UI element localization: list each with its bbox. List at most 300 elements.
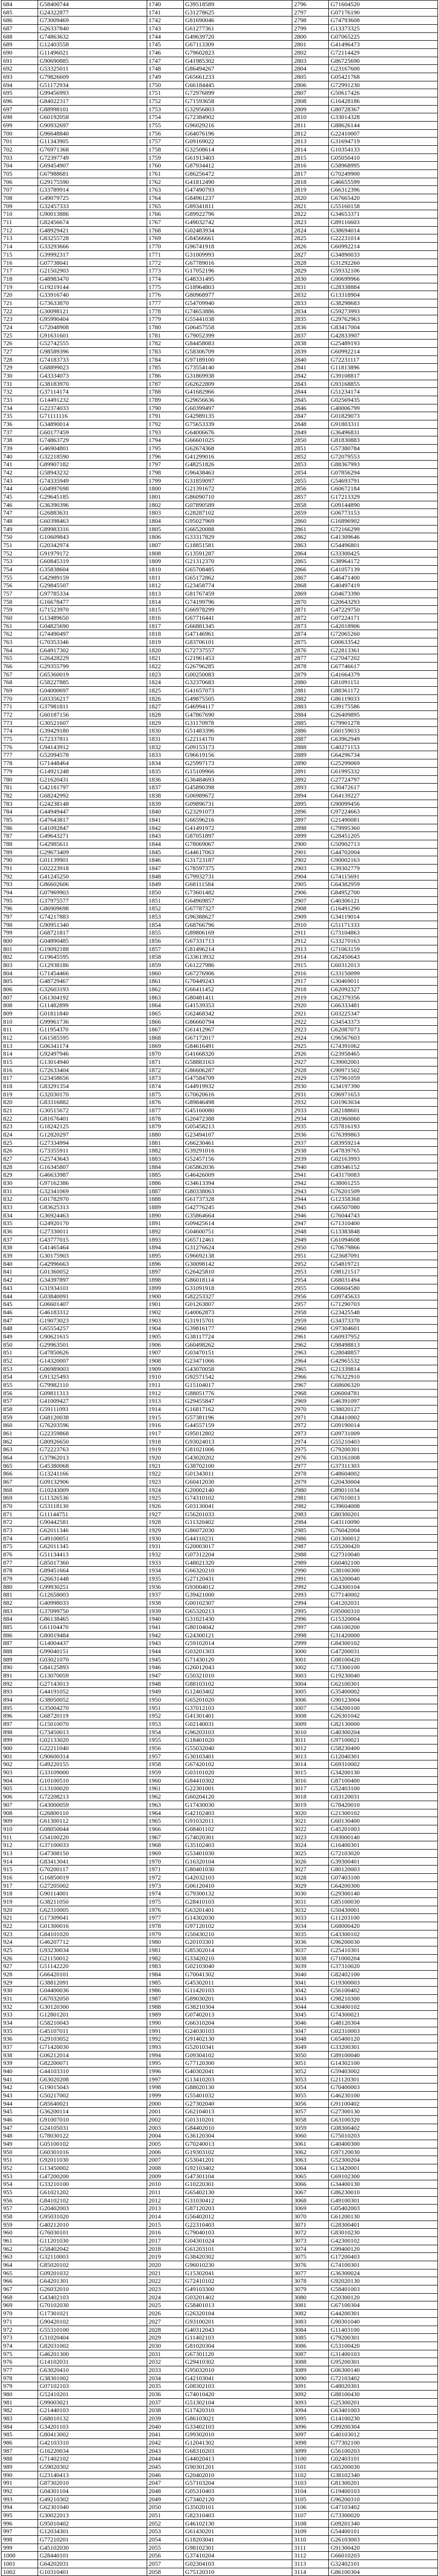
code-cell: G97785334 — [38, 590, 147, 598]
index-cell: 2923 — [292, 1026, 328, 1034]
code-cell: G80968977 — [184, 291, 292, 299]
index-cell: 3058 — [292, 2116, 328, 2124]
code-cell: G21490081 — [329, 816, 437, 824]
code-cell: G47584709 — [184, 1074, 292, 1082]
code-cell: G09745633 — [329, 1293, 437, 1301]
index-cell: 764 — [2, 647, 38, 655]
code-cell: G20643293 — [329, 598, 437, 606]
code-cell: G74100301 — [329, 2261, 437, 2269]
index-cell: 894 — [2, 1696, 38, 1704]
code-cell: G46230100 — [329, 2092, 437, 2100]
index-cell: 2892 — [292, 776, 328, 784]
index-cell: 719 — [2, 283, 38, 292]
code-cell: G31400103 — [329, 2350, 437, 2359]
code-cell: G01300012 — [329, 1535, 437, 1543]
code-cell: G34543373 — [329, 1018, 437, 1026]
index-cell: 3019 — [292, 1801, 328, 1809]
code-cell: G60845319 — [38, 557, 147, 566]
index-cell: 1908 — [147, 1357, 183, 1365]
code-cell: G90013886 — [38, 210, 147, 218]
index-cell: 995 — [2, 2512, 38, 2520]
index-cell: 998 — [2, 2536, 38, 2544]
index-cell: 2801 — [292, 41, 328, 49]
index-cell: 912 — [2, 1841, 38, 1850]
code-cell: G67787327 — [184, 905, 292, 913]
code-cell: G92011030 — [38, 2156, 147, 2164]
code-cell: G07102103 — [38, 2382, 147, 2391]
code-cell: G42965532 — [329, 1357, 437, 1365]
code-cell: G64202031 — [38, 2560, 147, 2568]
code-cell: G24300121 — [184, 1632, 292, 1640]
code-cell: G05421768 — [329, 73, 437, 81]
index-cell: 1893 — [147, 1236, 183, 1244]
code-cell: G37962013 — [38, 1454, 147, 1462]
code-cell: G22211040 — [38, 1744, 147, 1753]
index-cell: 890 — [2, 1664, 38, 1672]
index-cell: 721 — [2, 299, 38, 308]
code-cell: G38100300 — [329, 1567, 437, 1575]
code-cell: G73355911 — [38, 1147, 147, 1155]
index-cell: 1922 — [147, 1470, 183, 1478]
index-cell: 866 — [2, 1470, 38, 1478]
code-cell: G76044743 — [329, 1212, 437, 1220]
index-cell: 1961 — [147, 1785, 183, 1793]
index-cell: 1758 — [147, 146, 183, 154]
index-cell: 3112 — [292, 2552, 328, 2560]
code-cell: G91979172 — [38, 550, 147, 558]
index-cell: 1967 — [147, 1834, 183, 1842]
index-cell: 1764 — [147, 194, 183, 202]
index-cell: 1807 — [147, 541, 183, 550]
code-cell: G30515672 — [38, 1107, 147, 1115]
code-cell: G49100301 — [329, 2197, 437, 2205]
code-cell: G23167600 — [329, 65, 437, 73]
index-cell: 1832 — [147, 743, 183, 752]
index-cell: 806 — [2, 986, 38, 994]
code-cell: G20300120 — [329, 2294, 437, 2302]
code-cell: G76971368 — [38, 146, 147, 154]
index-cell: 1866 — [147, 1018, 183, 1026]
code-cell: G44191052 — [38, 1688, 147, 1696]
index-cell: 2845 — [292, 396, 328, 404]
code-cell: G46994117 — [184, 703, 292, 711]
index-cell: 896 — [2, 1712, 38, 1720]
code-cell: G29175590 — [38, 178, 147, 187]
index-cell: 1835 — [147, 768, 183, 776]
code-cell: G36200114 — [38, 2108, 147, 2116]
code-cell: G60402100 — [329, 1559, 437, 1567]
index-cell: 1881 — [147, 1139, 183, 1147]
code-cell: G34400130 — [329, 2180, 437, 2189]
index-cell: 3012 — [292, 1744, 328, 1753]
index-cell: 977 — [2, 2366, 38, 2375]
code-cell: G74183733 — [38, 356, 147, 364]
code-cell: G01139901 — [38, 856, 147, 865]
code-cell: G62092327 — [329, 986, 437, 994]
code-cell: G83959214 — [329, 1139, 437, 1147]
index-cell: 2851 — [292, 445, 328, 453]
code-cell: G27330011 — [38, 1228, 147, 1236]
code-cell: G10354133 — [329, 146, 437, 154]
index-cell: 3080 — [292, 2294, 328, 2302]
index-cell: 1797 — [147, 461, 183, 469]
code-cell: G78420010 — [329, 1801, 437, 1809]
code-cell: G34890033 — [329, 251, 437, 259]
code-cell: G57961059 — [329, 1074, 437, 1082]
code-cell: G20002140 — [184, 1486, 292, 1495]
code-cell: G84125893 — [38, 1664, 147, 1672]
code-cell: G79040103 — [184, 2229, 292, 2237]
code-cell: G59332106 — [329, 267, 437, 275]
code-cell: G54693791 — [329, 477, 437, 485]
code-cell: G46904801 — [38, 445, 147, 453]
code-cell: G13591287 — [184, 550, 292, 558]
code-cell: G21440103 — [38, 2406, 147, 2415]
code-cell: G03470151 — [184, 1349, 292, 1357]
code-cell: G32218590 — [38, 453, 147, 461]
code-cell: G25410301 — [329, 1946, 437, 1955]
index-cell: 860 — [2, 1421, 38, 1430]
index-cell: 2943 — [292, 1188, 328, 1196]
index-cell: 1939 — [147, 1607, 183, 1616]
code-cell: G27143013 — [38, 1680, 147, 1688]
index-cell: 856 — [2, 1389, 38, 1398]
code-cell: G84616491 — [184, 1042, 292, 1050]
index-cell: 755 — [2, 574, 38, 582]
index-cell: 728 — [2, 356, 38, 364]
code-cell: G01300016 — [38, 1922, 147, 1930]
index-cell: 3092 — [292, 2391, 328, 2399]
code-cell: G28287102 — [184, 509, 292, 517]
index-cell: 931 — [2, 1995, 38, 2003]
index-cell: 2859 — [292, 509, 328, 517]
index-cell: 1954 — [147, 1728, 183, 1737]
code-cell: G26301042 — [329, 1712, 437, 1720]
index-cell: 2020 — [147, 2261, 183, 2269]
code-cell: G33916740 — [38, 291, 147, 299]
code-cell: G53325011 — [38, 65, 147, 73]
code-cell: G09201340 — [329, 2520, 437, 2528]
index-cell: 851 — [2, 1349, 38, 1357]
index-cell: 2945 — [292, 1204, 328, 1212]
code-cell: G73601482 — [184, 889, 292, 897]
index-cell: 736 — [2, 420, 38, 429]
code-cell: G33109000 — [38, 1769, 147, 1777]
index-cell: 3050 — [292, 2052, 328, 2060]
index-cell: 862 — [2, 1438, 38, 1446]
index-cell: 3096 — [292, 2423, 328, 2431]
code-cell: G75653339 — [184, 420, 292, 429]
index-cell: 746 — [2, 501, 38, 510]
code-cell: G75010203 — [329, 2132, 437, 2140]
index-cell: 821 — [2, 1107, 38, 1115]
code-cell: G86256472 — [184, 170, 292, 178]
index-cell: 2888 — [292, 743, 328, 752]
index-cell: 794 — [2, 889, 38, 897]
index-cell: 3007 — [292, 1704, 328, 1713]
index-cell: 2998 — [292, 1632, 328, 1640]
code-cell: G29656636 — [184, 396, 292, 404]
index-cell: 775 — [2, 735, 38, 743]
index-cell: 1786 — [147, 372, 183, 380]
code-cell: G88020130 — [184, 2083, 292, 2092]
code-cell: G11144751 — [38, 1511, 147, 1519]
code-cell: G95027969 — [184, 517, 292, 526]
index-cell: 1773 — [147, 267, 183, 275]
index-cell: 816 — [2, 1066, 38, 1075]
index-cell: 2049 — [147, 2496, 183, 2504]
code-cell: G13070059 — [38, 1672, 147, 1680]
code-cell: G74300021 — [329, 2011, 437, 2019]
code-cell: G57381196 — [184, 1414, 292, 1422]
code-cell: G23458656 — [38, 1074, 147, 1082]
code-cell: G42776245 — [184, 1204, 292, 1212]
index-cell: 715 — [2, 251, 38, 259]
code-cell: G62087073 — [329, 1026, 437, 1034]
code-cell: G62379356 — [329, 994, 437, 1002]
code-cell: G01263807 — [184, 1300, 292, 1309]
index-cell: 1839 — [147, 800, 183, 808]
code-cell: G36924463 — [38, 1212, 147, 1220]
code-cell: G18401020 — [184, 1736, 292, 1744]
code-cell: G26012043 — [184, 1664, 292, 1672]
index-cell: 1979 — [147, 1930, 183, 1939]
code-cell: G82310403 — [184, 2512, 292, 2520]
code-cell: G32341069 — [38, 1188, 147, 1196]
code-cell: G73300020 — [329, 2512, 437, 2520]
index-cell: 753 — [2, 557, 38, 566]
index-cell: 3100 — [292, 2455, 328, 2463]
code-cell: G02103040 — [184, 1962, 292, 1971]
index-cell: 1784 — [147, 356, 183, 364]
index-cell: 2915 — [292, 961, 328, 970]
code-cell: G76201509 — [329, 1188, 437, 1196]
code-cell: G56402012 — [184, 2213, 292, 2221]
code-cell: G36484693 — [184, 776, 292, 784]
code-cell: G05050410 — [329, 154, 437, 162]
code-cell: G34613394 — [184, 1179, 292, 1188]
index-cell: 3016 — [292, 1777, 328, 1785]
index-cell: 2058 — [147, 2568, 183, 2576]
code-cell: G67010013 — [329, 1494, 437, 1502]
index-cell: 1925 — [147, 1494, 183, 1502]
index-cell: 705 — [2, 170, 38, 178]
code-cell: G42103041 — [184, 2375, 292, 2383]
code-cell: G32030170 — [38, 1091, 147, 1099]
code-cell: G49639720 — [184, 33, 292, 41]
code-cell: G61412967 — [184, 1026, 292, 1034]
code-cell: G46426009 — [184, 1171, 292, 1179]
code-cell: G40300204 — [329, 1728, 437, 1737]
index-cell: 1749 — [147, 73, 183, 81]
index-cell: 838 — [2, 1244, 38, 1252]
code-cell: G79982110 — [38, 1381, 147, 1389]
code-cell: G65402130 — [184, 2189, 292, 2197]
code-cell: G50321010 — [184, 1672, 292, 1680]
code-cell: G44702004 — [329, 849, 437, 857]
index-cell: 1746 — [147, 49, 183, 57]
code-cell: G90951340 — [38, 921, 147, 929]
index-cell: 1965 — [147, 1817, 183, 1825]
index-cell: 2922 — [292, 1018, 328, 1026]
code-cell: G63401003 — [329, 2406, 437, 2415]
index-cell: 692 — [2, 65, 38, 73]
code-cell: G45102030 — [38, 2544, 147, 2552]
code-cell: G09153173 — [184, 743, 292, 752]
index-cell: 2902 — [292, 856, 328, 865]
index-cell: 3000 — [292, 1648, 328, 1656]
code-cell: G38001255 — [329, 1179, 437, 1188]
index-cell: 3078 — [292, 2277, 328, 2285]
index-cell: 1917 — [147, 1430, 183, 1438]
index-cell: 1962 — [147, 1793, 183, 1801]
code-cell: G93168855 — [329, 380, 437, 388]
code-cell: G78597375 — [184, 865, 292, 873]
index-cell: 993 — [2, 2496, 38, 2504]
table-block — [2, 1, 147, 2576]
index-cell: 696 — [2, 97, 38, 106]
index-cell: 1768 — [147, 227, 183, 235]
code-cell: G19219144 — [38, 283, 147, 292]
code-cell: G29103052 — [38, 2035, 147, 2043]
index-cell: 3084 — [292, 2326, 328, 2334]
index-cell: 924 — [2, 1938, 38, 1946]
code-cell: G07224171 — [329, 614, 437, 622]
code-cell: G27300130 — [329, 2108, 437, 2116]
code-cell: G07403100 — [329, 1874, 437, 1882]
index-cell: 2803 — [292, 57, 328, 65]
index-cell: 3010 — [292, 1728, 328, 1737]
index-cell: 1895 — [147, 1252, 183, 1260]
code-cell: G63020410 — [38, 2366, 147, 2375]
index-cell: 1898 — [147, 1276, 183, 1284]
index-cell: 1988 — [147, 2003, 183, 2011]
index-cell: 1760 — [147, 162, 183, 170]
code-cell: G86090710 — [184, 493, 292, 501]
code-cell: G95000310 — [329, 1607, 437, 1616]
code-cell: G37311303 — [329, 1462, 437, 1470]
code-cell: G73554140 — [184, 364, 292, 372]
code-cell: G62301040 — [38, 2503, 147, 2512]
code-cell: G38301002 — [38, 2375, 147, 2383]
code-cell: G25300201 — [329, 2399, 437, 2407]
index-cell: 1823 — [147, 671, 183, 679]
code-cell: G60992214 — [329, 348, 437, 356]
code-cell: G57380784 — [329, 445, 437, 453]
index-cell: 880 — [2, 1583, 38, 1591]
code-cell: G93000140 — [329, 1834, 437, 1842]
index-cell: 1944 — [147, 1648, 183, 1656]
code-cell: G12034301 — [38, 2528, 147, 2536]
index-cell: 2817 — [292, 170, 328, 178]
code-cell: G05402003 — [329, 2205, 437, 2213]
index-cell: 986 — [2, 2439, 38, 2447]
code-cell: G17052196 — [184, 267, 292, 275]
code-cell: G99200304 — [329, 2423, 437, 2431]
code-cell: G58210043 — [38, 2019, 147, 2027]
code-cell: G37981811 — [38, 703, 147, 711]
index-cell: 848 — [2, 1325, 38, 1333]
index-cell: 1794 — [147, 436, 183, 445]
code-cell: G46471400 — [329, 574, 437, 582]
code-cell: G96438463 — [184, 469, 292, 477]
index-cell: 844 — [2, 1293, 38, 1301]
code-cell: G19073023 — [38, 1317, 147, 1325]
code-cell: G60312013 — [329, 961, 437, 970]
index-cell: 1918 — [147, 1438, 183, 1446]
index-cell: 959 — [2, 2221, 38, 2229]
code-cell: G13383848 — [329, 1228, 437, 1236]
code-cell: G74335949 — [38, 477, 147, 485]
index-cell: 832 — [2, 1195, 38, 1204]
code-cell: G54200100 — [329, 1704, 437, 1713]
code-cell: G28440101 — [38, 2552, 147, 2560]
code-cell: G47103402 — [329, 2503, 437, 2512]
code-cell: G48020301 — [329, 2382, 437, 2391]
index-cell: 1952 — [147, 1712, 183, 1720]
code-cell: G40006799 — [329, 404, 437, 413]
code-cell: G72991230 — [329, 81, 437, 90]
index-cell: 1949 — [147, 1688, 183, 1696]
code-cell: G95012802 — [184, 1430, 292, 1438]
code-cell: G26409895 — [329, 711, 437, 719]
index-cell: 1920 — [147, 1454, 183, 1462]
index-cell: 2050 — [147, 2503, 183, 2512]
code-cell: G40312043 — [184, 2326, 292, 2334]
code-cell: G81830883 — [329, 436, 437, 445]
index-cell: 1817 — [147, 622, 183, 631]
index-cell: 785 — [2, 816, 38, 824]
index-cell: 907 — [2, 1801, 38, 1809]
index-cell: 2014 — [147, 2213, 183, 2221]
code-cell: G47490793 — [184, 186, 292, 194]
index-cell: 1783 — [147, 348, 183, 356]
code-cell: G72976899 — [184, 89, 292, 97]
index-cell: 1863 — [147, 994, 183, 1002]
code-cell: G68031494 — [329, 1276, 437, 1284]
code-cell: G37100033 — [38, 1841, 147, 1850]
index-cell: 891 — [2, 1672, 38, 1680]
index-cell: 1842 — [147, 824, 183, 833]
index-cell: 2925 — [292, 1042, 328, 1050]
index-cell: 877 — [2, 1559, 38, 1567]
index-cell: 3107 — [292, 2512, 328, 2520]
index-cell: 942 — [2, 2083, 38, 2092]
index-cell: 768 — [2, 679, 38, 687]
index-cell: 745 — [2, 493, 38, 501]
index-cell: 1940 — [147, 1615, 183, 1623]
index-cell: 1889 — [147, 1204, 183, 1212]
index-cell: 757 — [2, 590, 38, 598]
code-cell: G51234174 — [329, 388, 437, 396]
code-cell: G29645185 — [38, 493, 147, 501]
code-cell: G90442581 — [38, 1518, 147, 1527]
index-cell: 1980 — [147, 1938, 183, 1946]
code-cell: G26883631 — [38, 509, 147, 517]
code-cell: G09144890 — [329, 501, 437, 510]
code-cell: G74199796 — [184, 598, 292, 606]
index-cell: 1804 — [147, 517, 183, 526]
index-cell: 2012 — [147, 2197, 183, 2205]
code-cell: G09169022 — [184, 138, 292, 146]
code-cell: G76042004 — [329, 1527, 437, 1535]
code-cell: G48120304 — [329, 2019, 437, 2027]
index-cell: 841 — [2, 1268, 38, 1276]
code-cell: G72103020 — [329, 1850, 437, 1858]
code-cell: G69310002 — [329, 1760, 437, 1769]
code-cell: G85100030 — [329, 1898, 437, 1906]
index-cell: 1854 — [147, 921, 183, 929]
